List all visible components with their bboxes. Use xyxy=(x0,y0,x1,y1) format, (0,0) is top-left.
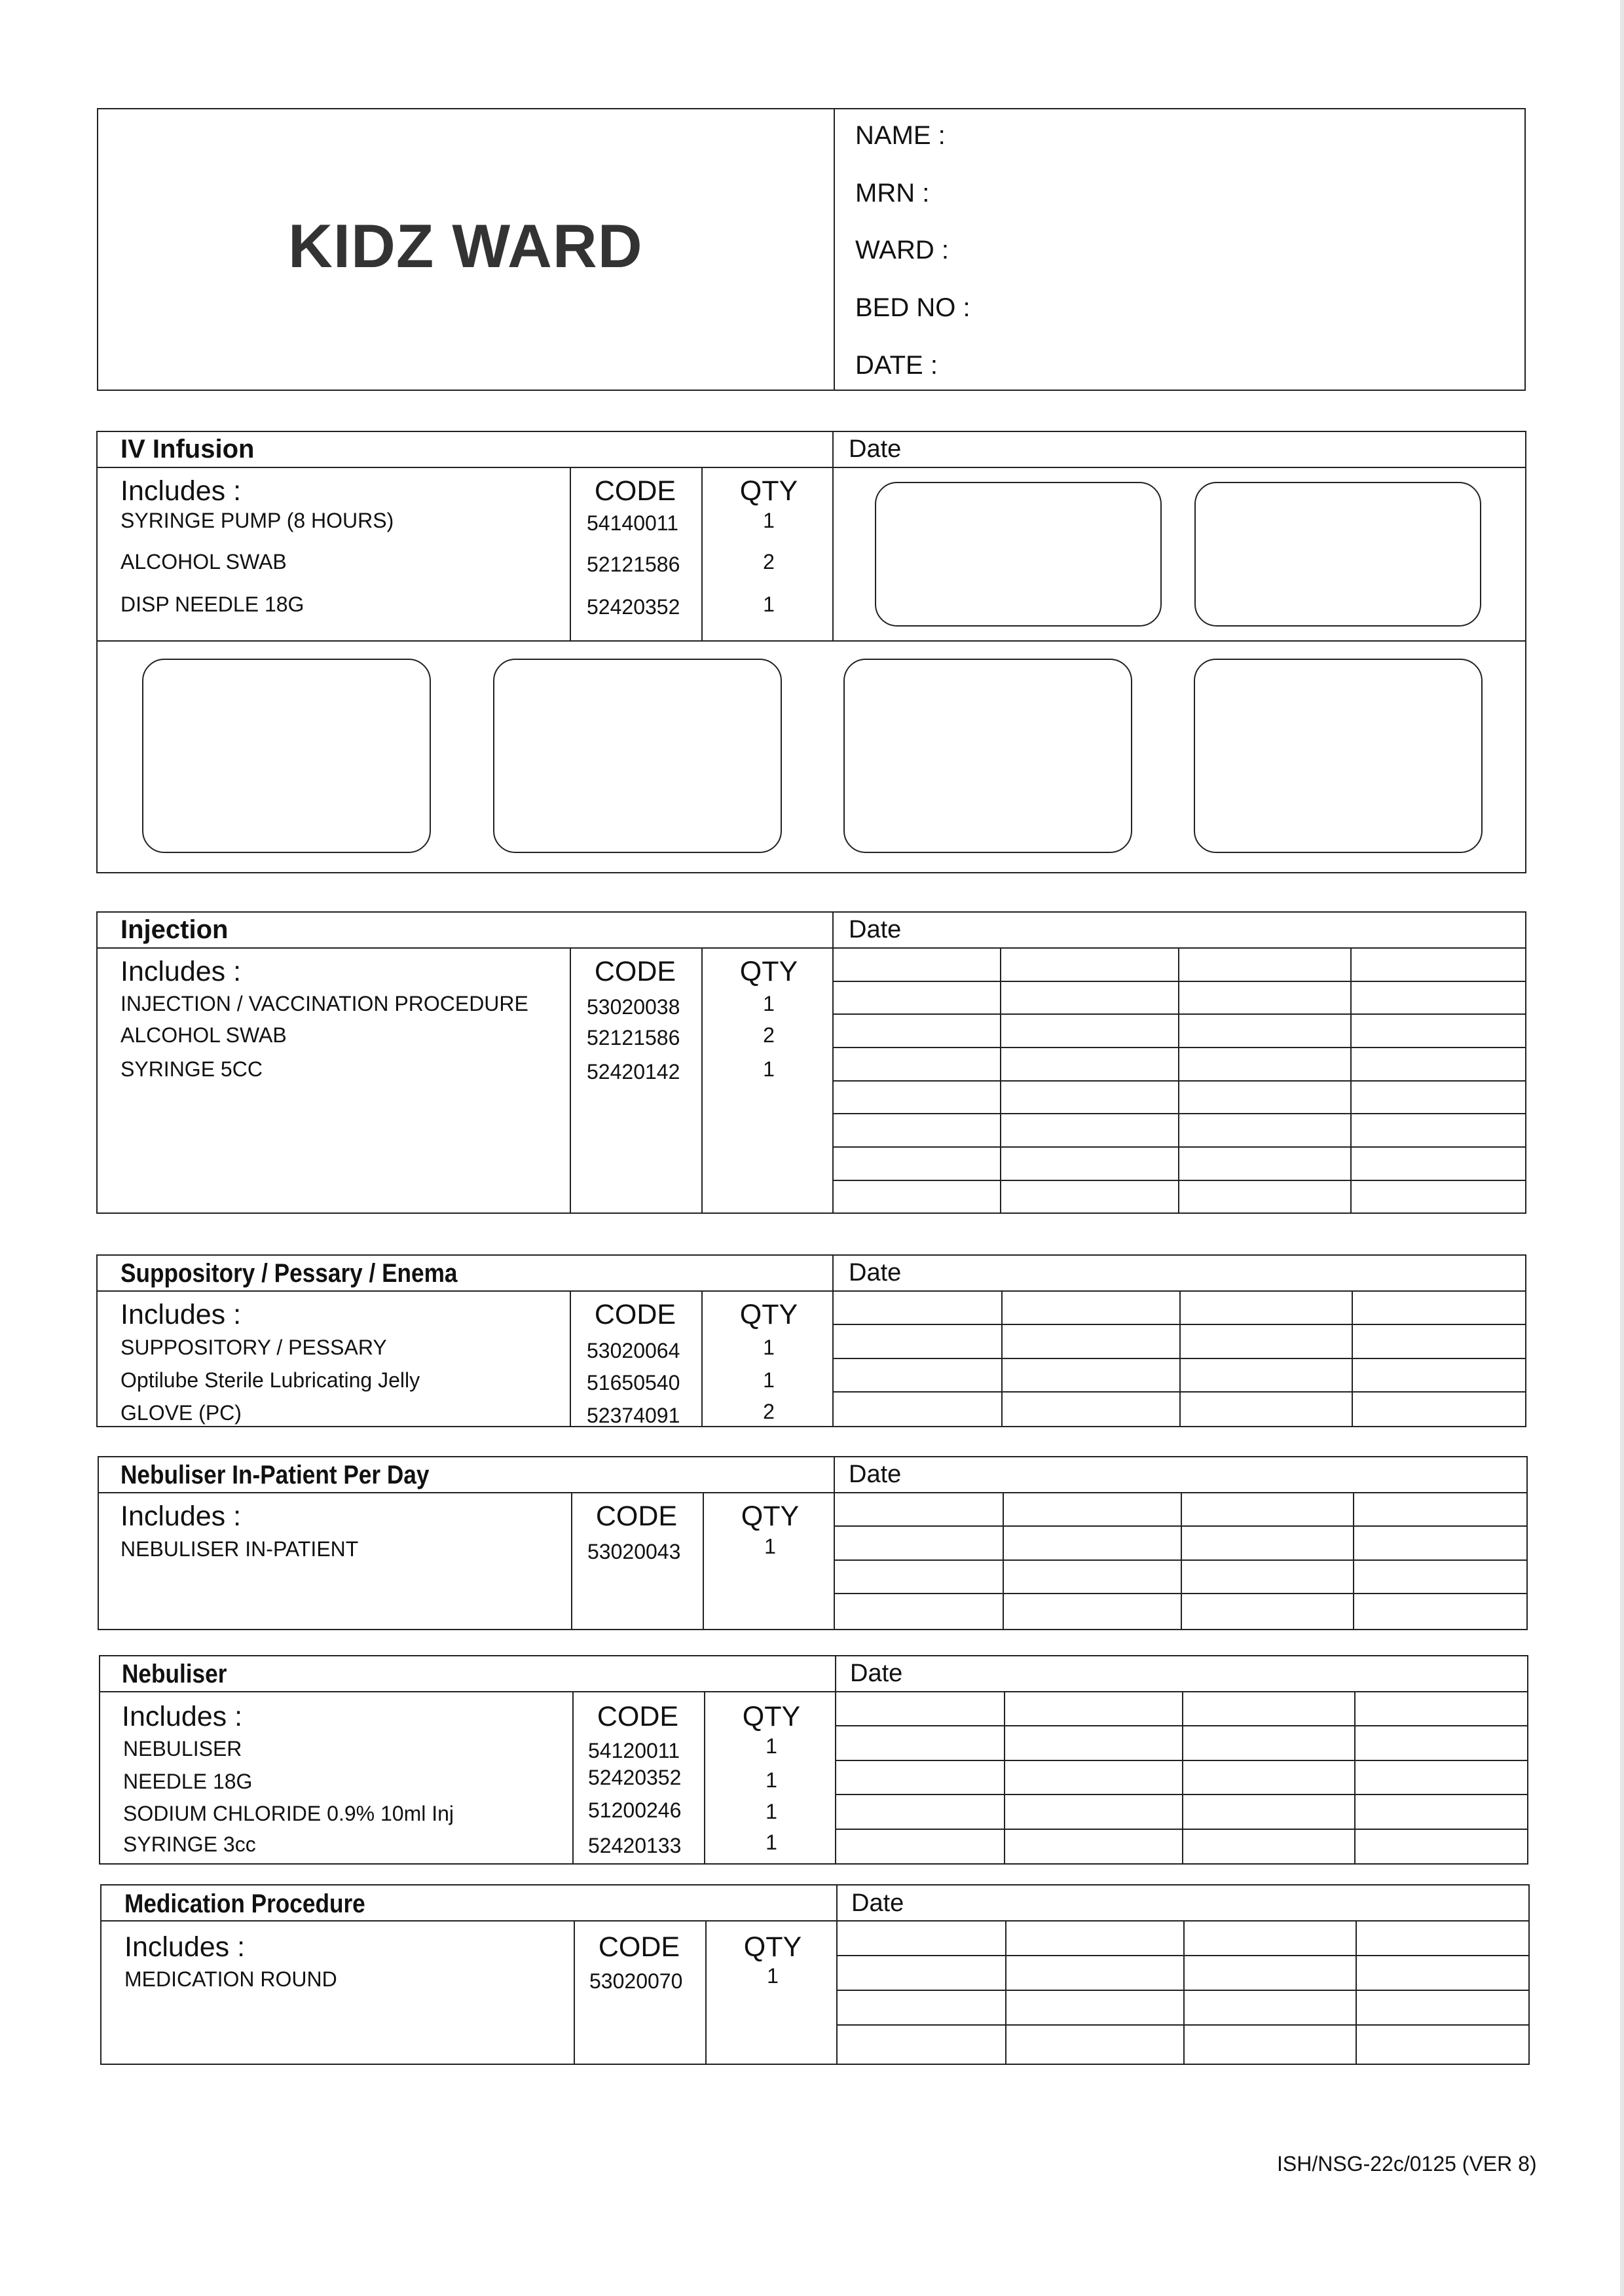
item-qty: 2 xyxy=(763,550,775,574)
item-code: 53020038 xyxy=(587,995,680,1019)
item-qty: 1 xyxy=(763,1336,775,1359)
date-grid-row xyxy=(832,1391,1526,1393)
item-name: DISP NEEDLE 18G xyxy=(120,592,304,616)
suppository-title-rule xyxy=(96,1290,1526,1292)
suppository-qty-col-line xyxy=(701,1290,703,1427)
item-qty: 2 xyxy=(763,1400,775,1423)
date-column-label: Date xyxy=(849,435,902,463)
date-grid-row xyxy=(834,1593,1528,1594)
sticker-box[interactable] xyxy=(493,659,782,853)
item-qty: 1 xyxy=(764,1535,776,1558)
includes-label: Includes : xyxy=(122,1701,243,1732)
item-name: NEBULISER IN-PATIENT xyxy=(120,1537,359,1561)
date-grid-row xyxy=(836,1955,1530,1956)
date-grid-row xyxy=(834,1559,1528,1561)
date-grid-col xyxy=(1354,1691,1356,1865)
section-title: Nebuliser In-Patient Per Day xyxy=(120,1461,430,1489)
section-title: Injection xyxy=(120,915,229,944)
injection-qty-col-line xyxy=(701,947,703,1214)
section-title: Suppository / Pessary / Enema xyxy=(120,1259,458,1288)
item-name: SYRINGE 3cc xyxy=(123,1832,256,1856)
date-column-label: Date xyxy=(850,1660,903,1687)
date-grid-row xyxy=(836,2024,1530,2026)
item-code: 52374091 xyxy=(587,1404,680,1427)
item-code: 52420133 xyxy=(588,1834,682,1857)
item-code: 52420142 xyxy=(587,1060,680,1084)
item-qty: 2 xyxy=(763,1023,775,1047)
date-column-label: Date xyxy=(849,916,902,943)
item-code: 54140011 xyxy=(587,511,678,535)
item-name: ALCOHOL SWAB xyxy=(120,1023,287,1047)
item-qty: 1 xyxy=(763,1057,775,1081)
date-column-label: Date xyxy=(851,1889,904,1917)
date-grid-row xyxy=(832,1047,1526,1048)
date-grid-col xyxy=(1356,1920,1357,2065)
form-code: ISH/NSG-22c/0125 (VER 8) xyxy=(1277,2152,1537,2176)
item-name: NEEDLE 18G xyxy=(123,1770,253,1793)
includes-label: Includes : xyxy=(124,1931,246,1963)
qty-header: QTY xyxy=(742,1701,801,1732)
iv-title-rule xyxy=(96,467,1526,468)
item-qty: 1 xyxy=(767,1964,779,1988)
code-header: CODE xyxy=(594,956,676,987)
section-title: Nebuliser xyxy=(122,1660,227,1688)
item-code: 52420352 xyxy=(588,1766,682,1789)
item-name: NEBULISER xyxy=(123,1737,242,1760)
item-name: Optilube Sterile Lubricating Jelly xyxy=(120,1368,420,1392)
injection-title-rule xyxy=(96,947,1526,949)
code-header: CODE xyxy=(594,475,676,507)
item-code: 53020064 xyxy=(587,1339,680,1362)
item-name: SYRINGE PUMP (8 HOURS) xyxy=(120,509,394,532)
item-code: 53020043 xyxy=(587,1540,681,1563)
item-name: INJECTION / VACCINATION PROCEDURE xyxy=(120,992,528,1015)
item-code: 52121586 xyxy=(587,1026,680,1049)
item-qty: 1 xyxy=(763,992,775,1015)
sticker-box[interactable] xyxy=(142,659,431,853)
header-divider xyxy=(834,108,835,391)
date-grid-col xyxy=(1183,1920,1185,2065)
item-qty: 1 xyxy=(763,509,775,532)
code-header: CODE xyxy=(595,1501,678,1532)
item-qty: 1 xyxy=(766,1831,777,1854)
item-code: 54120011 xyxy=(588,1739,680,1762)
item-qty: 1 xyxy=(763,592,775,616)
date-grid-col xyxy=(1182,1691,1183,1865)
item-name: GLOVE (PC) xyxy=(120,1401,242,1425)
iv-code-col-line xyxy=(570,467,571,640)
date-grid-row xyxy=(834,1525,1528,1527)
item-code: 52121586 xyxy=(587,553,680,576)
section-title: IV Infusion xyxy=(120,435,255,464)
qty-header: QTY xyxy=(739,1299,798,1330)
ward-title: KIDZ WARD xyxy=(288,211,643,280)
sticker-box[interactable] xyxy=(1194,482,1481,627)
date-grid-row xyxy=(835,1725,1528,1726)
date-grid-row xyxy=(832,981,1526,982)
page-edge-shadow xyxy=(1620,0,1624,2296)
neb-inpatient-title-rule xyxy=(98,1492,1528,1493)
qty-header: QTY xyxy=(741,1501,800,1532)
qty-header: QTY xyxy=(743,1931,802,1963)
item-code: 52420352 xyxy=(587,595,680,619)
qty-header: QTY xyxy=(739,956,798,987)
date-column-label: Date xyxy=(849,1259,902,1286)
date-grid-row xyxy=(832,1146,1526,1148)
item-name: SUPPOSITORY / PESSARY xyxy=(120,1336,387,1359)
date-grid-col xyxy=(1005,1920,1006,2065)
code-header: CODE xyxy=(598,1931,680,1963)
includes-label: Includes : xyxy=(120,1299,242,1330)
date-grid-row xyxy=(835,1760,1528,1761)
date-grid-row xyxy=(832,1358,1526,1359)
sticker-box[interactable] xyxy=(875,482,1162,627)
neb-inpatient-date-col-line xyxy=(834,1456,835,1630)
item-qty: 1 xyxy=(766,1734,777,1758)
item-code: 51200246 xyxy=(588,1798,682,1822)
sticker-box[interactable] xyxy=(1194,659,1483,853)
medication-date-col-line xyxy=(836,1884,838,2065)
injection-code-col-line xyxy=(570,947,571,1214)
injection-date-col-line xyxy=(832,911,834,1214)
code-header: CODE xyxy=(597,1701,679,1732)
item-name: ALCOHOL SWAB xyxy=(120,550,287,574)
date-grid-row xyxy=(835,1794,1528,1795)
includes-label: Includes : xyxy=(120,956,242,987)
date-grid-row xyxy=(832,1324,1526,1325)
neb-inpatient-qty-col-line xyxy=(703,1492,704,1630)
date-grid-col xyxy=(1181,1492,1182,1630)
includes-label: Includes : xyxy=(120,1501,242,1532)
date-grid-row xyxy=(832,1080,1526,1082)
mrn-label: MRN : xyxy=(855,179,930,208)
nebuliser-code-col-line xyxy=(572,1691,574,1865)
item-code: 53020070 xyxy=(589,1969,683,1993)
date-column-label: Date xyxy=(849,1461,902,1488)
item-qty: 1 xyxy=(766,1768,777,1792)
date-grid-row xyxy=(835,1829,1528,1830)
medication-title-rule xyxy=(100,1920,1530,1922)
date-grid-col xyxy=(1004,1691,1005,1865)
nebuliser-title-rule xyxy=(99,1691,1528,1692)
date-grid-row xyxy=(832,1113,1526,1114)
item-name: SODIUM CHLORIDE 0.9% 10ml Inj xyxy=(123,1802,454,1825)
ward-label: WARD : xyxy=(855,236,949,264)
iv-table-bottom-rule xyxy=(96,640,1526,642)
item-qty: 1 xyxy=(763,1368,775,1392)
section-title: Medication Procedure xyxy=(124,1889,365,1918)
date-grid-row xyxy=(832,1180,1526,1181)
includes-label: Includes : xyxy=(120,475,242,507)
date-grid-col xyxy=(1003,1492,1004,1630)
date-grid-row xyxy=(832,1013,1526,1015)
item-name: SYRINGE 5CC xyxy=(120,1057,263,1081)
date-label: DATE : xyxy=(855,351,938,380)
item-qty: 1 xyxy=(766,1800,777,1823)
sticker-box[interactable] xyxy=(843,659,1132,853)
code-header: CODE xyxy=(594,1299,676,1330)
iv-date-col-line xyxy=(832,431,834,640)
suppository-date-col-line xyxy=(832,1254,834,1427)
bed-no-label: BED NO : xyxy=(855,293,970,322)
nebuliser-qty-col-line xyxy=(704,1691,705,1865)
qty-header: QTY xyxy=(739,475,798,507)
medication-code-col-line xyxy=(574,1920,575,2065)
date-grid-col xyxy=(1353,1492,1354,1630)
neb-inpatient-code-col-line xyxy=(571,1492,572,1630)
medication-qty-col-line xyxy=(705,1920,707,2065)
suppository-code-col-line xyxy=(570,1290,571,1427)
item-name: MEDICATION ROUND xyxy=(124,1967,337,1991)
patient-name-label: NAME : xyxy=(855,121,946,150)
item-code: 51650540 xyxy=(587,1371,680,1394)
iv-qty-col-line xyxy=(701,467,703,640)
date-grid-row xyxy=(836,1990,1530,1991)
